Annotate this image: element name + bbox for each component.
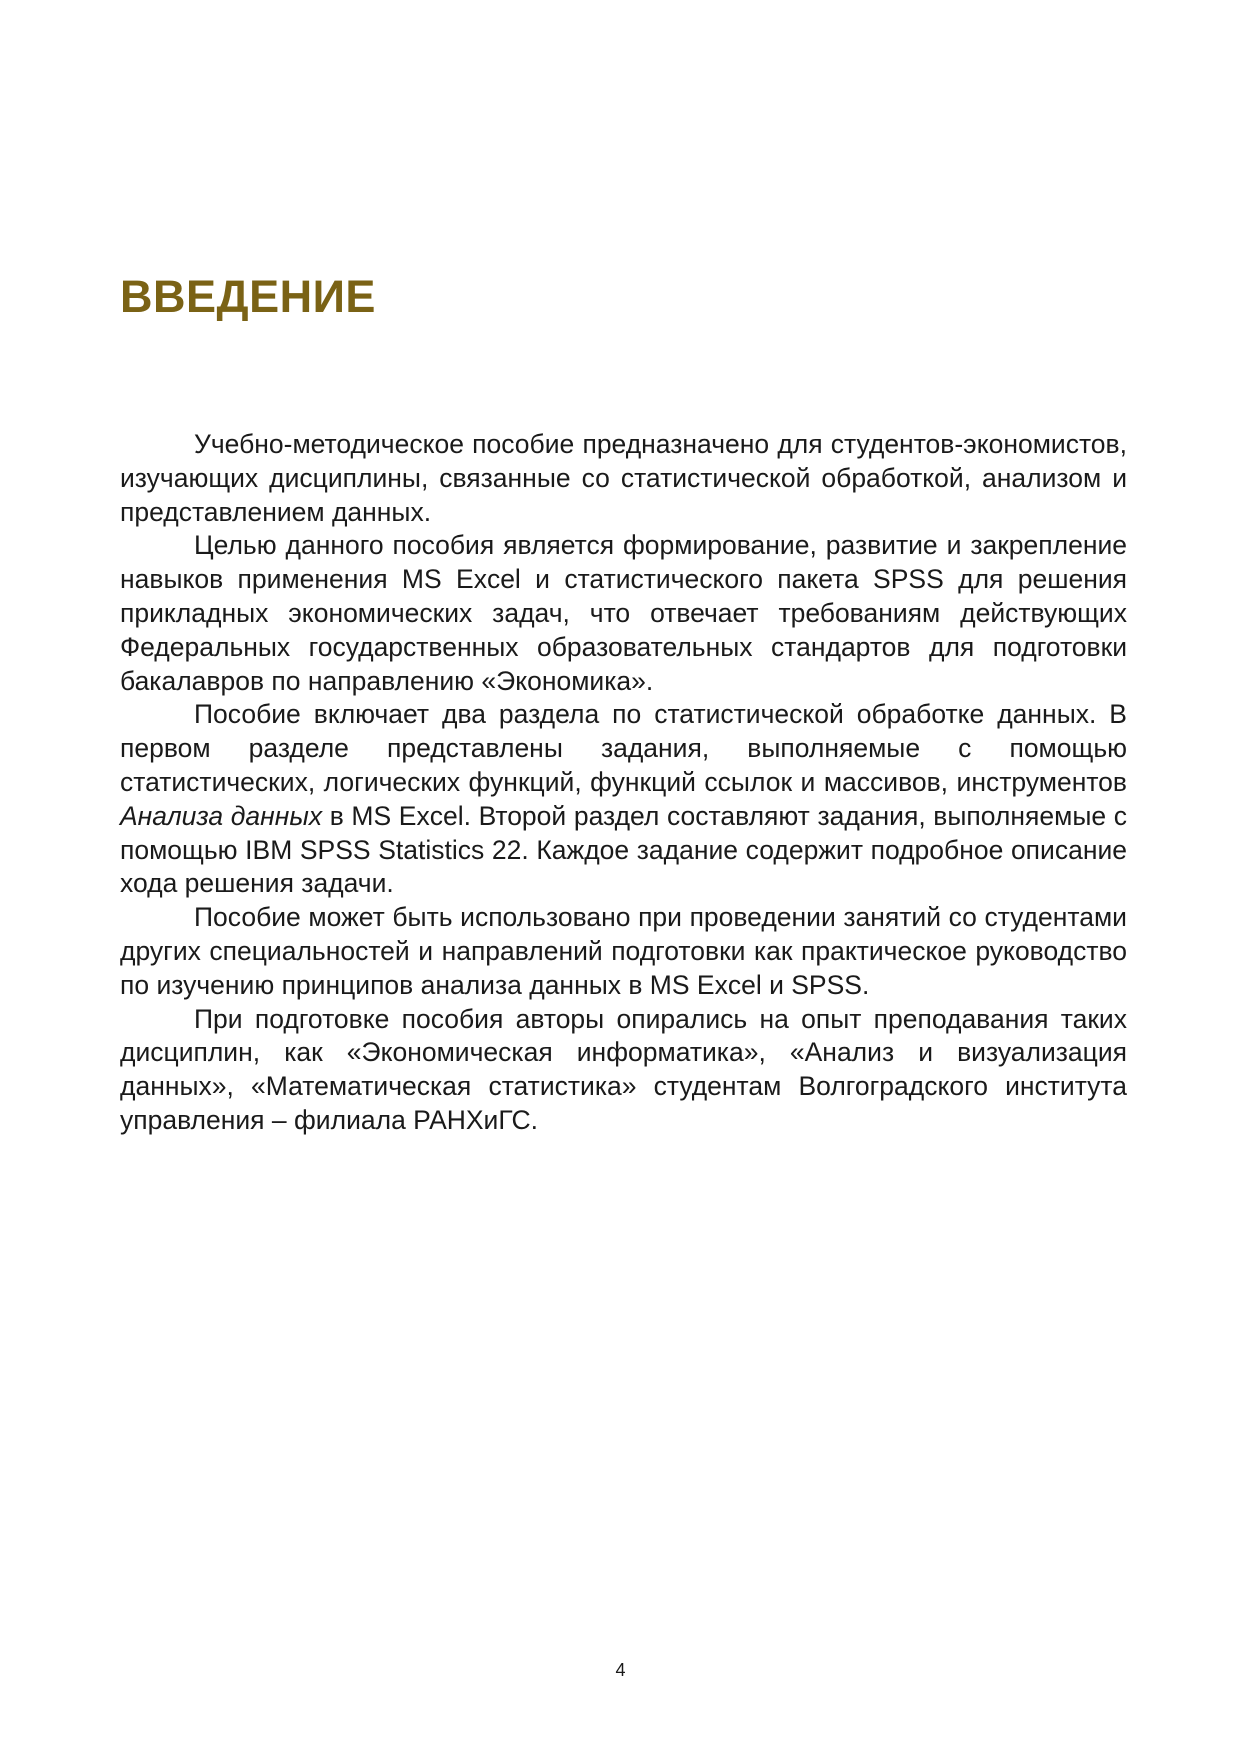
paragraph-text: Пособие включает два раздела по статистической обработке данных. В первом разделе представлены задания, выполняемые с помощью статистических, логических функций, функций ссылок и массивов, инструментов xyxy=(120,699,1127,797)
paragraph-structure xyxy=(120,698,1127,901)
paragraph-text: Учебно-методическое пособие предназначено для студентов-экономистов, изучающих дисциплины, связанные со статистической обработкой, анализом и представлением данных. xyxy=(120,429,1127,527)
paragraph-text: Целью данного пособия является формирование, развитие и закрепление навыков применения MS Excel и статистического пакета SPSS для решения прикладных экономических задач, что отвечает требованиям действующих Федеральных государственных образовательных стандартов для подготовки бакалавров по направлению «Экономика». xyxy=(120,530,1127,696)
italic-term-data-analysis: Анализа данных xyxy=(120,800,323,831)
paragraph-experience xyxy=(120,1003,1127,1138)
page-title: ВВЕДЕНИЕ xyxy=(120,271,376,322)
paragraph-text: в MS Excel. Второй раздел составляют задания, выполняемые с помощью IBM SPSS Statistics 22. Каждое задание содержит подробное описание хода решения задачи. xyxy=(120,800,1127,899)
page-number: 4 xyxy=(615,1660,626,1680)
paragraph-usage xyxy=(120,901,1127,1002)
paragraph-text: При подготовке пособия авторы опирались на опыт преподавания таких дисциплин, как «Экономическая информатика», «Анализ и визуализация данных», «Математическая статистика» студентам Волгоградского института управления – филиала РАНХиГС. xyxy=(120,1003,1127,1135)
paragraph-text: Пособие может быть использовано при проведении занятий со студентами других специальностей и направлений подготовки как практическое руководство по изучению принципов анализа данных в MS Excel и SPSS. xyxy=(120,902,1127,1000)
document-body xyxy=(120,428,1127,1138)
paragraph-goal xyxy=(120,529,1127,698)
paragraph-purpose xyxy=(120,428,1127,529)
